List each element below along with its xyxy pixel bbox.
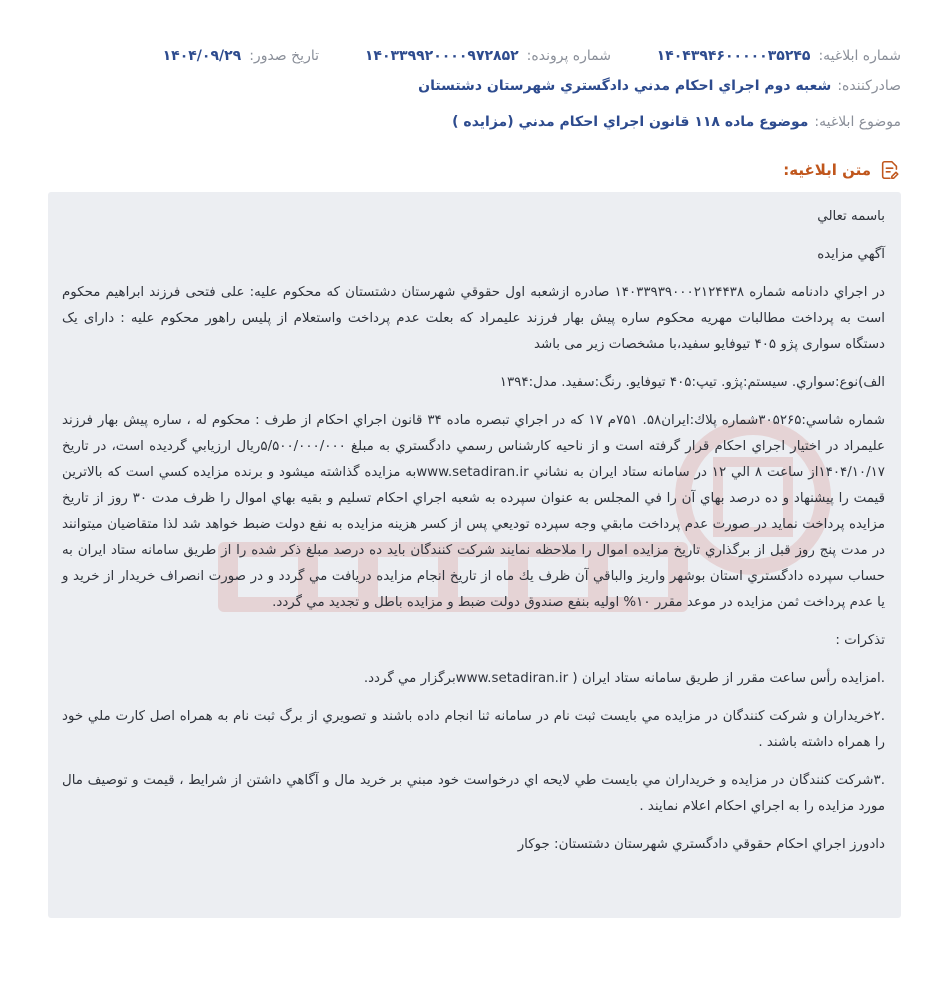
notice-paragraph: .۳شركت كنندگان در مزايده و خريداران مي بايست طي لايحه اي درخواست خود مبني بر خريد مال و آگاهي داشتن از شرايط ، قيمت و توصيف مال مورد مزايده را به اجراي احكام اعلام نمايند . <box>62 773 885 814</box>
case-number-value: ۱۴۰۳۳۹۹۲۰۰۰۰۹۷۲۸۵۲ <box>364 48 519 64</box>
notice-paragraph: الف)نوع:سواري. سيستم:پژو. تيپ:۴۰۵ تيوفايو. رنگ:سفيد. مدل:۱۳۹۴ <box>499 375 885 390</box>
notice-paragraph: تذكرات : <box>835 633 885 648</box>
notice-signature: دادورز اجراي احكام حقوقي دادگستري شهرستان دشتستان: جوكار <box>517 837 885 852</box>
subject-row <box>452 114 901 130</box>
notice-number <box>657 48 901 64</box>
notice-paragraph: در اجراي دادنامه شماره ۱۴۰۳۳۹۳۹۰۰۰۲۱۲۴۴۳۸ صادره ازشعبه اول حقوقي شهرستان دشتستان كه محكوم عليه: علی فتحی فرزند ابراهیم محكوم است به پرداخت مطالبات مهریه محکوم ساره پیش بهار فرزند علیمراد كه بعلت عدم پرداخت واستعلام از پلیس راهور محکوم علیه : دارای یک دستگاه سواری پژو ۴۰۵ تیوفایو سفید،با مشخصات زیر می باشد <box>62 285 885 352</box>
notice-paragraph: .۲خريداران و شركت كنندگان در مزايده مي بايست ثبت نام در سامانه ثنا انجام داده باشند و تصويري از برگ ثبت نام به همراه اصل كارت ملي خود را همراه داشته باشند . <box>62 709 885 750</box>
notice-paragraph: .امزايده رأس ساعت مقرر از طريق سامانه ستاد ايران ( www.setadiran.irبرگزار مي گردد. <box>363 671 885 686</box>
issuer-value: شعبه دوم اجراي احكام مدني دادگستري شهرستان دشتستان <box>418 78 832 94</box>
issue-date <box>163 48 319 64</box>
issuer-row <box>418 78 901 94</box>
notice-text-title: متن ابلاغيه: <box>783 161 871 179</box>
issue-date-value: ۱۴۰۴/۰۹/۲۹ <box>162 48 242 64</box>
notice-text-heading <box>783 159 901 181</box>
issuer-label: صادرکننده: <box>837 78 901 94</box>
notice-text-box <box>48 192 901 918</box>
document-edit-icon <box>879 159 901 181</box>
case-number <box>365 48 611 64</box>
notice-paragraph: آگهي مزايده <box>817 247 885 262</box>
case-number-label: شماره پرونده: <box>526 48 611 64</box>
notice-paragraph: باسمه تعالي <box>817 209 885 224</box>
notice-paragraph: شماره شاسي:۳۰۵۲۶۵شماره پلاك:ايران۵۸. ۷۵۱م ۱۷ كه در اجراي تبصره ماده ۳۴ قانون اجراي احكام از طرف : محكوم له ، ساره پیش بهار فرزند علیمراد در اختيار اجراي احكام قرار گرفته است و از ناحيه كارشناس رسمي دادگستري به مبلغ ۵/۵۰۰/۰۰۰/۰۰۰ريال ارزيابي گرديده است، در تاريخ ۱۴۰۴/۱۰/۱۷از ساعت ۸ الي ۱۲ در سامانه ستاد ايران به نشاني www.setadiran.irبه مزايده گذاشته ميشود و برنده مزايده كسي است كه بالاترين قيمت را پيشنهاد و ده درصد بهاي آن را في المجلس به عنوان سپرده به شعبه اجراي احكام تسليم و بقيه بهاي اموال را ظرف مدت ۳۰ روز از تاريخ مزايده پرداخت نمايد در صورت عدم پرداخت مابقي وجه سپرده توديعي پس از كسر هزينه مزايده به نفع دولت ضبط خواهد شد لذا متقاضيان ميتوانند در مدت پنج روز قبل از برگذاري تاريخ مزايده اموال را ملاحظه نمايند شركت كنندگان بايد ده درصد مبلغ ذكر شده را از طريق سامانه ستاد ايران به حساب سپرده دادگستري استان بوشهر واريز والباقي آن ظرف يك ماه از تاريخ انجام مزايده دريافت مي گردد و در صورت انصراف خريدار از خريد و يا عدم پرداخت ثمن مزايده در موعد مقرر ۱۰% اوليه بنفع صندوق دولت ضبط و مزايده باطل و تجديد مي گردد. <box>62 413 886 610</box>
issue-date-label: تاريخ صدور: <box>249 48 319 64</box>
subject-value: موضوع ماده ۱۱۸ قانون اجراي احكام مدني (مزايده ) <box>452 114 809 130</box>
notice-number-label: شماره ابلاغيه: <box>818 48 901 64</box>
subject-label: موضوع ابلاغيه: <box>814 114 901 130</box>
notice-meta-row <box>40 44 901 68</box>
notice-number-value: ۱۴۰۴۳۹۴۶۰۰۰۰۰۳۵۲۴۵ <box>656 48 811 64</box>
